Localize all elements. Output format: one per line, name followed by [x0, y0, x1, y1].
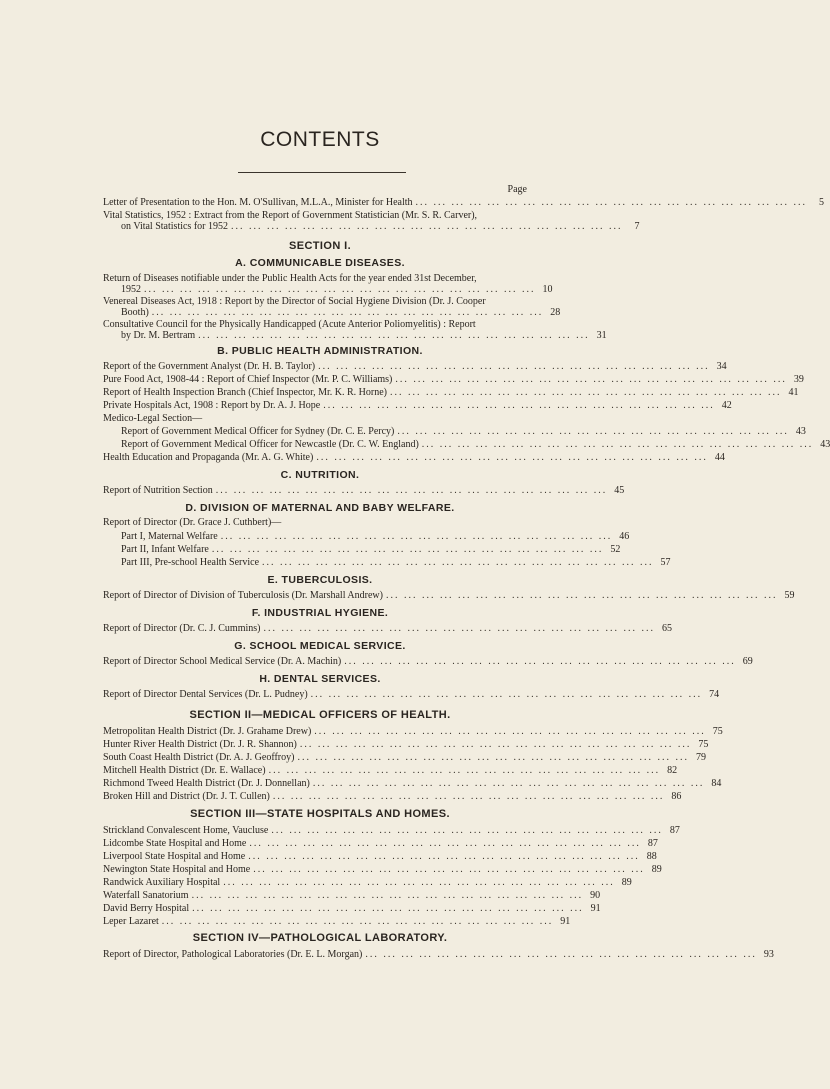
entry-report-director-cuthbert: Report of Director (Dr. Grace J. Cuthbert)—: [103, 517, 282, 528]
entry-richmond-tweed-district[interactable]: Richmond Tweed Health District (Dr. J. Donnellan) ... ... ... ... ... ... ... ... ... ... ... ... ... ... ... ... ... ... ... ... ... ... 84: [103, 778, 722, 789]
entry-newington[interactable]: Newington State Hospital and Home ... ... ... ... ... ... ... ... ... ... ... ... ... ... ... ... ... ... ... ... ... ... 89: [103, 864, 662, 875]
entry-tuberculosis-report[interactable]: Report of Director of Division of Tuberculosis (Dr. Marshall Andrew) ... ... ... ... ... ... ... ... ... ... ... ... ... ... ... ... ... ... ... ... ... ... 59: [103, 590, 795, 601]
entry-dental-services-report[interactable]: Report of Director Dental Services (Dr. L. Pudney) ... ... ... ... ... ... ... ... ... ... ... ... ... ... ... ... ... ... ... ... ... ... 74: [103, 689, 720, 700]
entry-gmo-sydney[interactable]: Report of Government Medical Officer for Sydney (Dr. C. E. Percy) ... ... ... ... ... ... ... ... ... ... ... ... ... ... ... ... ... ... ... ... ... ... 43: [121, 426, 806, 437]
entry-vital-statistics[interactable]: Vital Statistics, 1952 : Extract from the Report of Government Statistician (Mr. S. R. Carver), on Vital Statistics for 1952 ... ... ... ... ... ... ... ... ... ... ... ... ... ... ... ... ... ... ... ... ... ... 7: [103, 210, 640, 232]
entry-industrial-hygiene-report[interactable]: Report of Director (Dr. C. J. Cummins) ... ... ... ... ... ... ... ... ... ... ... ... ... ... ... ... ... ... ... ... ... ... 65: [103, 623, 672, 634]
page-column-label: Page: [507, 184, 527, 195]
entry-leper-lazaret[interactable]: Leper Lazaret ... ... ... ... ... ... ... ... ... ... ... ... ... ... ... ... ... ... ... ... ... ... 91: [103, 916, 571, 927]
entry-health-inspection[interactable]: Report of Health Inspection Branch (Chief Inspector, Mr. K. R. Horne) ... ... ... ... ... ... ... ... ... ... ... ... ... ... ... ... ... ... ... ... ... ... 41: [103, 387, 799, 398]
entry-waterfall[interactable]: Waterfall Sanatorium ... ... ... ... ... ... ... ... ... ... ... ... ... ... ... ... ... ... ... ... ... ... 90: [103, 890, 601, 901]
entry-pure-food-act[interactable]: Pure Food Act, 1908-44 : Report of Chief Inspector (Mr. P. C. Williams) ... ... ... ... ... ... ... ... ... ... ... ... ... ... ... ... ... ... ... ... ... ... 39: [103, 374, 804, 385]
entry-school-medical-report[interactable]: Report of Director School Medical Service (Dr. A. Machin) ... ... ... ... ... ... ... ... ... ... ... ... ... ... ... ... ... ... ... ... ... ... 69: [103, 656, 753, 667]
heading-nutrition: C. NUTRITION.: [280, 469, 360, 481]
entry-randwick[interactable]: Randwick Auxiliary Hospital ... ... ... ... ... ... ... ... ... ... ... ... ... ... ... ... ... ... ... ... ... ... 89: [103, 877, 632, 888]
title-rule: [238, 172, 406, 173]
heading-school-medical-service: G. SCHOOL MEDICAL SERVICE.: [234, 640, 406, 652]
heading-industrial-hygiene: F. INDUSTRIAL HYGIENE.: [251, 607, 389, 619]
entry-maternal-welfare[interactable]: Part I, Maternal Welfare ... ... ... ... ... ... ... ... ... ... ... ... ... ... ... ... ... ... ... ... ... ... 46: [121, 531, 630, 542]
entry-private-hospitals[interactable]: Private Hospitals Act, 1908 : Report by Dr. A. J. Hope ... ... ... ... ... ... ... ... ... ... ... ... ... ... ... ... ... ... ... ... ... ... 42: [103, 400, 732, 411]
heading-communicable-diseases: A. COMMUNICABLE DISEASES.: [235, 257, 405, 269]
entry-venereal-diseases[interactable]: Venereal Diseases Act, 1918 : Report by the Director of Social Hygiene Division (Dr. J. Cooper Booth) ... ... ... ... ... ... ... ... ... ... ... ... ... ... ... ... ... ... ... ... ... ... 28: [103, 296, 561, 318]
entry-mitchell-district[interactable]: Mitchell Health District (Dr. E. Wallace) ... ... ... ... ... ... ... ... ... ... ... ... ... ... ... ... ... ... ... ... ... ... 82: [103, 765, 678, 776]
entry-government-analyst[interactable]: Report of the Government Analyst (Dr. H. B. Taylor) ... ... ... ... ... ... ... ... ... ... ... ... ... ... ... ... ... ... ... ... ... ... 34: [103, 361, 727, 372]
heading-maternal-baby-welfare: D. DIVISION OF MATERNAL AND BABY WELFARE.: [185, 502, 455, 514]
entry-metropolitan-district[interactable]: Metropolitan Health District (Dr. J. Grahame Drew) ... ... ... ... ... ... ... ... ... ... ... ... ... ... ... ... ... ... ... ... ... ... 75: [103, 726, 723, 737]
section-3-heading: SECTION III—STATE HOSPITALS AND HOMES.: [190, 808, 450, 820]
entry-letter[interactable]: Letter of Presentation to the Hon. M. O'Sullivan, M.L.A., Minister for Health ... ... ... ... ... ... ... ... ... ... ... ... ... ... ... ... ... ... ... ... ... ... 5: [103, 197, 825, 208]
page-title: CONTENTS: [260, 128, 380, 151]
entry-liverpool[interactable]: Liverpool State Hospital and Home ... ... ... ... ... ... ... ... ... ... ... ... ... ... ... ... ... ... ... ... ... ... 88: [103, 851, 657, 862]
heading-dental-services: H. DENTAL SERVICES.: [259, 673, 381, 685]
entry-hunter-river-district[interactable]: Hunter River Health District (Dr. J. R. Shannon) ... ... ... ... ... ... ... ... ... ... ... ... ... ... ... ... ... ... ... ... ... ... 75: [103, 739, 709, 750]
entry-health-education[interactable]: Health Education and Propaganda (Mr. A. G. White) ... ... ... ... ... ... ... ... ... ... ... ... ... ... ... ... ... ... ... ... ... ... 44: [103, 452, 725, 463]
entry-gmo-newcastle[interactable]: Report of Government Medical Officer for Newcastle (Dr. C. W. England) ... ... ... ... ... ... ... ... ... ... ... ... ... ... ... ... ... ... ... ... ... ... 43: [121, 439, 830, 450]
entry-pre-school-health[interactable]: Part III, Pre-school Health Service ... ... ... ... ... ... ... ... ... ... ... ... ... ... ... ... ... ... ... ... ... ... 57: [121, 557, 671, 568]
entry-notifiable-diseases[interactable]: Return of Diseases notifiable under the Public Health Acts for the year ended 31st December, 1952 ... ... ... ... ... ... ... ... ... ... ... ... ... ... ... ... ... ... ... ... ... ... 10: [103, 273, 553, 295]
section-2-heading: SECTION II—MEDICAL OFFICERS OF HEALTH.: [189, 709, 451, 721]
entry-infant-welfare[interactable]: Part II, Infant Welfare ... ... ... ... ... ... ... ... ... ... ... ... ... ... ... ... ... ... ... ... ... ... 52: [121, 544, 621, 555]
heading-public-health-administration: B. PUBLIC HEALTH ADMINISTRATION.: [217, 345, 423, 357]
entry-consultative-council[interactable]: Consultative Council for the Physically Handicapped (Acute Anterior Poliomyelitis) : Report by Dr. M. Bertram ... ... ... ... ... ... ... ... ... ... ... ... ... ... ... ... ... ... ... ... ... ... 31: [103, 319, 607, 341]
section-1-heading: SECTION I.: [288, 240, 352, 252]
entry-david-berry[interactable]: David Berry Hospital ... ... ... ... ... ... ... ... ... ... ... ... ... ... ... ... ... ... ... ... ... ... 91: [103, 903, 601, 914]
entry-lidcombe[interactable]: Lidcombe State Hospital and Home ... ... ... ... ... ... ... ... ... ... ... ... ... ... ... ... ... ... ... ... ... ... 87: [103, 838, 658, 849]
entry-pathological-report[interactable]: Report of Director, Pathological Laboratories (Dr. E. L. Morgan) ... ... ... ... ... ... ... ... ... ... ... ... ... ... ... ... ... ... ... ... ... ... 93: [103, 949, 774, 960]
heading-tuberculosis: E. TUBERCULOSIS.: [267, 574, 373, 586]
section-4-heading: SECTION IV—PATHOLOGICAL LABORATORY.: [192, 932, 448, 944]
entry-medico-legal: Medico-Legal Section—: [103, 413, 203, 424]
entry-strickland[interactable]: Strickland Convalescent Home, Vaucluse ... ... ... ... ... ... ... ... ... ... ... ... ... ... ... ... ... ... ... ... ... ... 87: [103, 825, 680, 836]
entry-nutrition-section[interactable]: Report of Nutrition Section ... ... ... ... ... ... ... ... ... ... ... ... ... ... ... ... ... ... ... ... ... ... 45: [103, 485, 625, 496]
entry-broken-hill-district[interactable]: Broken Hill and District (Dr. J. T. Cullen) ... ... ... ... ... ... ... ... ... ... ... ... ... ... ... ... ... ... ... ... ... ... 86: [103, 791, 682, 802]
entry-south-coast-district[interactable]: South Coast Health District (Dr. A. J. Geoffroy) ... ... ... ... ... ... ... ... ... ... ... ... ... ... ... ... ... ... ... ... ... ... 79: [103, 752, 706, 763]
